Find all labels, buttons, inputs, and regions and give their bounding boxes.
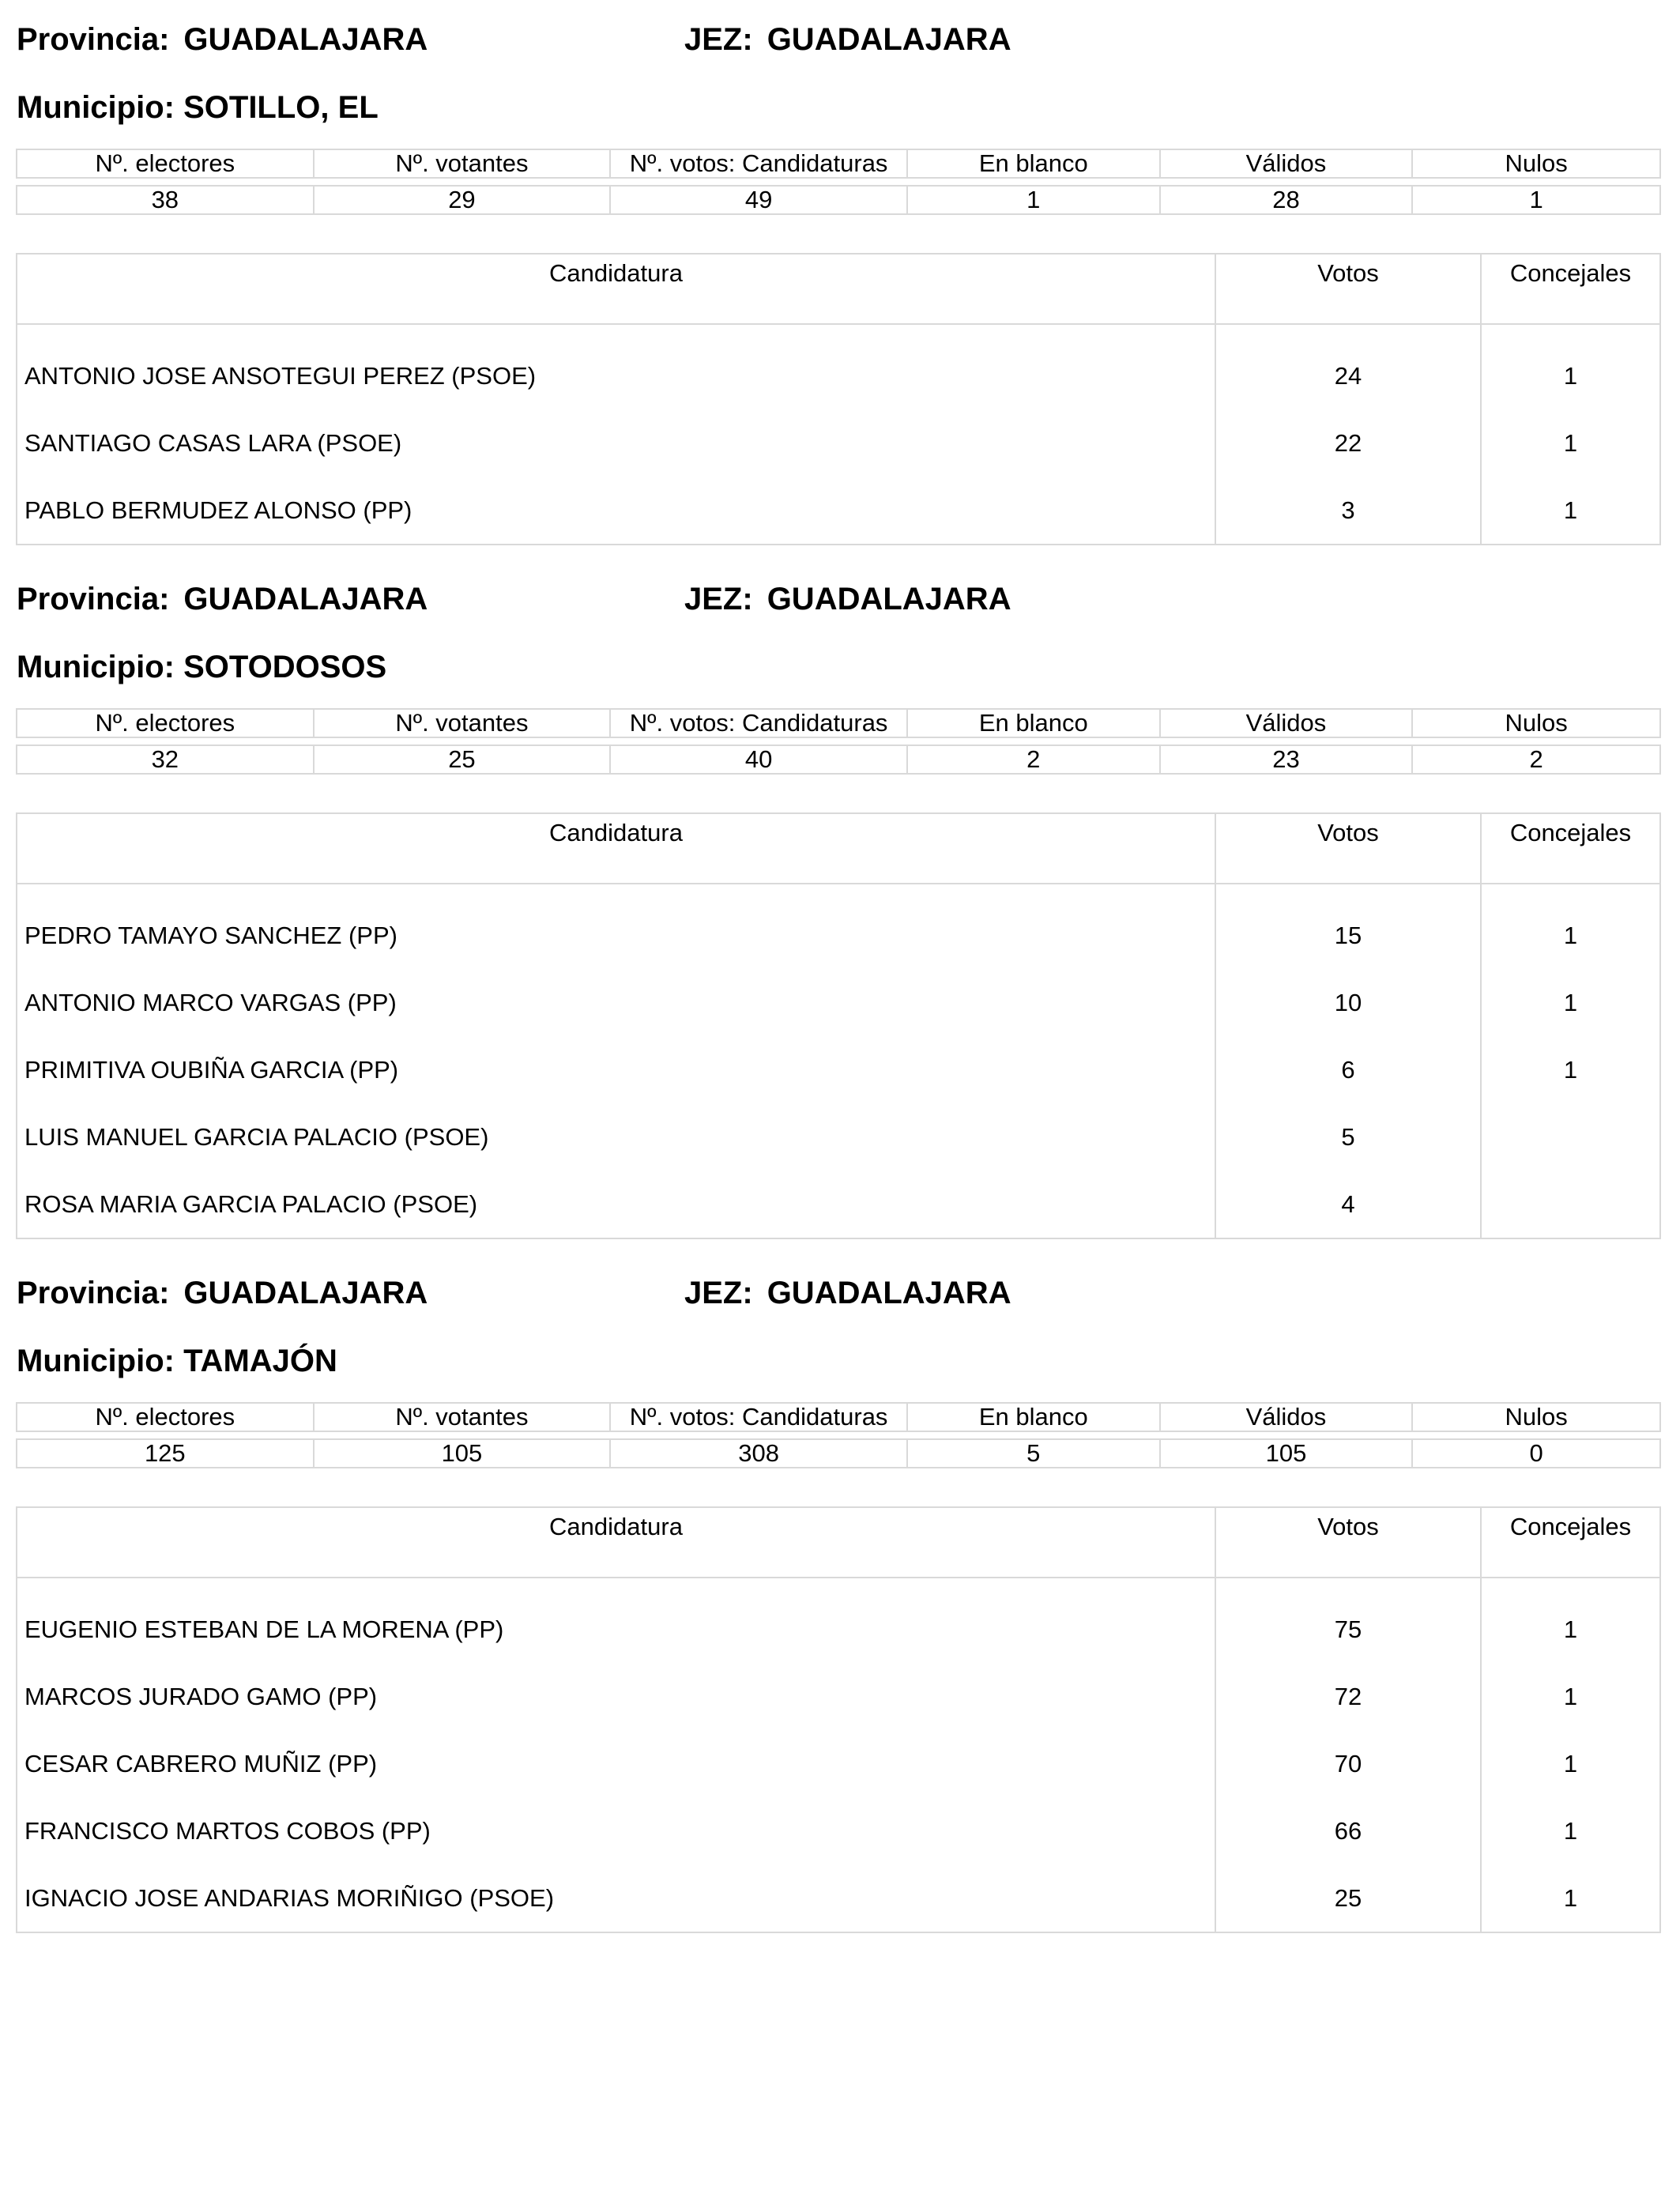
candidate-votos: 15 (1215, 902, 1481, 969)
candidate-row (17, 1171, 1660, 1238)
stats-table (16, 708, 1661, 775)
stats-value-cell: 125 (17, 1439, 314, 1468)
candidates-header-cell: Candidatura (17, 1507, 1215, 1578)
stats-value-row (17, 1439, 1660, 1468)
municipio-label: Municipio: (17, 90, 175, 125)
candidate-row (17, 1864, 1660, 1932)
candidates-header-cell: Candidatura (17, 813, 1215, 884)
candidate-row (17, 342, 1660, 409)
stats-value-cell: 105 (314, 1439, 611, 1468)
stats-value-cell: 49 (610, 186, 907, 214)
stats-header-cell: Nulos (1412, 709, 1660, 737)
candidates-header-row (17, 813, 1660, 884)
candidate-name: FRANCISCO MARTOS COBOS (PP) (24, 1816, 431, 1845)
stats-header-cell: Nº. electores (17, 1403, 314, 1431)
stats-header-cell: Nº. electores (17, 709, 314, 737)
candidates-header-cell: Concejales (1481, 813, 1660, 884)
candidate-concejales: 1 (1481, 1663, 1660, 1730)
stats-header-row (17, 1403, 1660, 1431)
candidate-votos: 4 (1215, 1171, 1481, 1238)
stats-header-cell: Válidos (1160, 149, 1413, 178)
candidate-name: EUGENIO ESTEBAN DE LA MORENA (PP) (24, 1615, 504, 1643)
candidate-votos: 66 (1215, 1797, 1481, 1864)
candidate-votos: 75 (1215, 1596, 1481, 1663)
candidate-row (17, 969, 1660, 1036)
jez-field (684, 1276, 1011, 1311)
candidate-row (17, 1596, 1660, 1663)
stats-value-cell: 32 (17, 745, 314, 774)
candidates-header-row (17, 1507, 1660, 1578)
stats-header-row (17, 149, 1660, 178)
stats-header-cell: Nº. votos: Candidaturas (610, 1403, 907, 1431)
candidate-row (17, 1663, 1660, 1730)
stats-header-row (17, 709, 1660, 737)
municipio-field (17, 1344, 337, 1379)
candidate-votos: 3 (1215, 477, 1481, 545)
candidates-table (16, 253, 1661, 545)
provincia-line (16, 575, 1661, 620)
candidate-votos: 5 (1215, 1103, 1481, 1171)
stats-header-cell: Nº. electores (17, 149, 314, 178)
candidate-votos: 70 (1215, 1730, 1481, 1797)
stats-table (16, 149, 1661, 215)
jez-label: JEZ: (684, 1276, 753, 1310)
candidate-concejales (1481, 1171, 1660, 1238)
stats-value-cell: 38 (17, 186, 314, 214)
candidate-name: ANTONIO JOSE ANSOTEGUI PEREZ (PSOE) (24, 361, 537, 390)
stats-value-cell: 25 (314, 745, 611, 774)
stats-value-cell: 2 (907, 745, 1160, 774)
provincia-label: Provincia: (17, 22, 170, 57)
provincia-value: GUADALAJARA (183, 582, 428, 616)
stats-value-cell: 2 (1412, 745, 1660, 774)
stats-table (16, 1402, 1661, 1468)
candidate-name: ANTONIO MARCO VARGAS (PP) (24, 988, 397, 1016)
municipio-value: TAMAJÓN (183, 1344, 337, 1378)
stats-header-cell: Válidos (1160, 1403, 1413, 1431)
jez-value: GUADALAJARA (767, 1276, 1011, 1310)
stats-header-cell: Nulos (1412, 149, 1660, 178)
provincia-line (16, 16, 1661, 60)
provincia-label: Provincia: (17, 582, 170, 616)
candidate-concejales: 1 (1481, 1864, 1660, 1932)
candidates-header-row (17, 254, 1660, 324)
candidate-concejales: 1 (1481, 1730, 1660, 1797)
candidate-concejales: 1 (1481, 902, 1660, 969)
candidate-row (17, 1797, 1660, 1864)
candidate-votos: 6 (1215, 1036, 1481, 1103)
candidate-concejales: 1 (1481, 477, 1660, 545)
candidate-votos: 24 (1215, 342, 1481, 409)
candidate-concejales: 1 (1481, 1596, 1660, 1663)
provincia-label: Provincia: (17, 1276, 170, 1310)
municipio-label: Municipio: (17, 1344, 175, 1378)
municipio-line (16, 60, 1661, 136)
stats-header-cell: En blanco (907, 149, 1160, 178)
stats-value-cell: 28 (1160, 186, 1413, 214)
candidate-name: PEDRO TAMAYO SANCHEZ (PP) (24, 921, 397, 949)
municipio-field (17, 650, 386, 685)
candidate-votos: 25 (1215, 1864, 1481, 1932)
candidate-concejales: 1 (1481, 342, 1660, 409)
stats-header-cell: Nº. votos: Candidaturas (610, 709, 907, 737)
provincia-value: GUADALAJARA (183, 1276, 428, 1310)
stats-header-cell: Nº. votos: Candidaturas (610, 149, 907, 178)
candidate-concejales: 1 (1481, 969, 1660, 1036)
provincia-value: GUADALAJARA (183, 22, 428, 57)
candidate-row (17, 477, 1660, 545)
provincia-field (17, 22, 428, 58)
jez-field (684, 22, 1011, 58)
stats-value-cell: 5 (907, 1439, 1160, 1468)
candidate-name: IGNACIO JOSE ANDARIAS MORIÑIGO (PSOE) (24, 1883, 555, 1912)
candidate-name: PABLO BERMUDEZ ALONSO (PP) (24, 496, 412, 524)
stats-value-cell: 29 (314, 186, 611, 214)
stats-header-cell: Nº. votantes (314, 149, 611, 178)
candidates-table (16, 1506, 1661, 1933)
stats-header-cell: En blanco (907, 709, 1160, 737)
candidates-header-cell: Votos (1215, 254, 1481, 324)
jez-value: GUADALAJARA (767, 22, 1011, 57)
candidates-header-cell: Concejales (1481, 1507, 1660, 1578)
stats-value-cell: 1 (907, 186, 1160, 214)
candidate-concejales: 1 (1481, 409, 1660, 477)
stats-value-cell: 23 (1160, 745, 1413, 774)
candidates-table (16, 812, 1661, 1239)
provincia-field (17, 1276, 428, 1311)
stats-header-cell: Nº. votantes (314, 1403, 611, 1431)
municipio-section (16, 16, 1661, 545)
candidate-votos: 72 (1215, 1663, 1481, 1730)
stats-value-row (17, 745, 1660, 774)
candidates-header-cell: Candidatura (17, 254, 1215, 324)
stats-header-cell: Válidos (1160, 709, 1413, 737)
jez-value: GUADALAJARA (767, 582, 1011, 616)
candidate-concejales: 1 (1481, 1797, 1660, 1864)
stats-header-cell: En blanco (907, 1403, 1160, 1431)
candidate-row (17, 409, 1660, 477)
jez-field (684, 582, 1011, 617)
stats-value-row (17, 186, 1660, 214)
candidate-name: PRIMITIVA OUBIÑA GARCIA (PP) (24, 1055, 399, 1084)
municipio-line (16, 620, 1661, 696)
provincia-line (16, 1269, 1661, 1314)
candidate-name: SANTIAGO CASAS LARA (PSOE) (24, 428, 402, 457)
candidate-concejales (1481, 1103, 1660, 1171)
municipio-label: Municipio: (17, 650, 175, 684)
candidate-name: CESAR CABRERO MUÑIZ (PP) (24, 1749, 378, 1777)
candidate-name: LUIS MANUEL GARCIA PALACIO (PSOE) (24, 1122, 489, 1151)
candidates-header-cell: Votos (1215, 813, 1481, 884)
provincia-field (17, 582, 428, 617)
candidate-row (17, 1103, 1660, 1171)
candidate-name: MARCOS JURADO GAMO (PP) (24, 1682, 378, 1710)
stats-value-cell: 105 (1160, 1439, 1413, 1468)
stats-header-cell: Nº. votantes (314, 709, 611, 737)
stats-value-cell: 0 (1412, 1439, 1660, 1468)
municipio-section (16, 1269, 1661, 1933)
stats-value-cell: 1 (1412, 186, 1660, 214)
municipio-value: SOTODOSOS (183, 650, 387, 684)
candidate-concejales: 1 (1481, 1036, 1660, 1103)
candidate-votos: 22 (1215, 409, 1481, 477)
stats-value-cell: 40 (610, 745, 907, 774)
municipio-line (16, 1314, 1661, 1389)
jez-label: JEZ: (684, 22, 753, 57)
municipio-field (17, 90, 379, 126)
jez-label: JEZ: (684, 582, 753, 616)
candidate-row (17, 1036, 1660, 1103)
stats-header-cell: Nulos (1412, 1403, 1660, 1431)
candidate-name: ROSA MARIA GARCIA PALACIO (PSOE) (24, 1189, 478, 1218)
municipio-section (16, 575, 1661, 1239)
candidates-header-cell: Votos (1215, 1507, 1481, 1578)
municipio-value: SOTILLO, EL (183, 90, 379, 125)
candidate-row (17, 1730, 1660, 1797)
stats-value-cell: 308 (610, 1439, 907, 1468)
candidate-row (17, 902, 1660, 969)
candidate-votos: 10 (1215, 969, 1481, 1036)
candidates-header-cell: Concejales (1481, 254, 1660, 324)
